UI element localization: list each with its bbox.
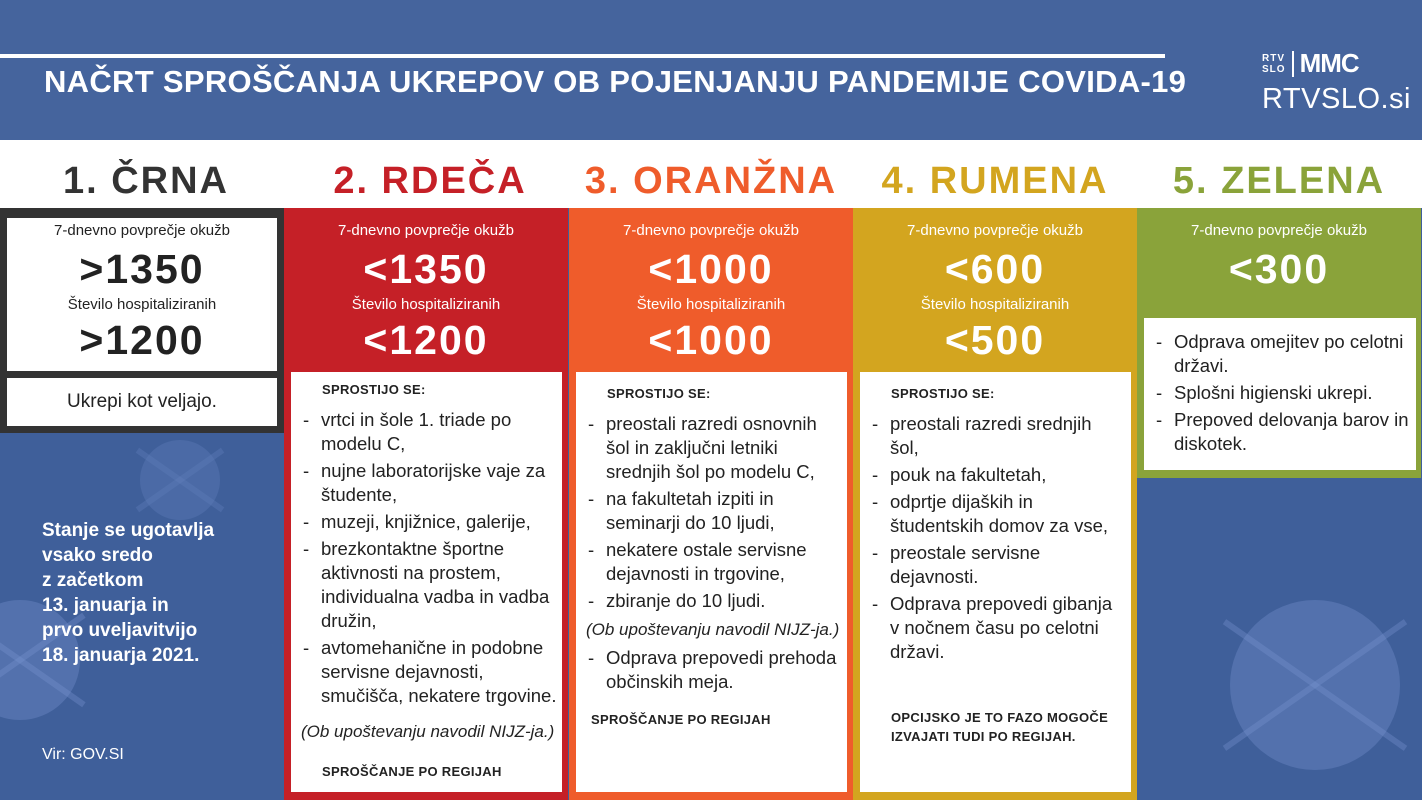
hospital-label: Število hospitaliziranih: [636, 296, 786, 313]
measures-list: [301, 408, 557, 711]
list-item: - muzeji, knjižnice, galerije,: [301, 510, 557, 534]
list-item: - odprtje dijaških in študentskih domov za vse,: [870, 490, 1120, 538]
measures-list-secondary: [586, 646, 844, 697]
level-title-yellow: 4. RUMENA: [881, 160, 1109, 202]
list-item: - Odprava prepovedi gibanja v nočnem času po celotni državi.: [870, 592, 1120, 664]
infections-value: <600: [944, 246, 1046, 292]
column-green: [1137, 208, 1421, 478]
header-divider: [0, 54, 1165, 58]
list-item: - preostali razredi srednjih šol,: [870, 412, 1120, 460]
green-measures-box: [1144, 318, 1416, 470]
logo-rtv-mark: RTV SLO: [1262, 52, 1286, 75]
black-measures: Ukrepi kot veljajo.: [7, 378, 277, 426]
nijz-note: (Ob upoštevanju navodil NIJZ-ja.): [586, 620, 840, 639]
hospital-value: <500: [944, 317, 1046, 363]
infections-value: <1350: [363, 246, 489, 292]
infections-label: 7-dnevno povprečje okužb: [338, 222, 514, 239]
yellow-measures-box: [860, 372, 1131, 792]
hospital-value: >1200: [79, 317, 205, 363]
column-black: [0, 208, 284, 433]
header: [0, 0, 1422, 140]
infections-value: <1000: [648, 246, 774, 292]
schedule-note: Stanje se ugotavlja vsako sredo z začetkom 13. januarja in prvo uveljavitvijo 18. januarja 2021.: [42, 520, 215, 666]
orange-measures-box: [576, 372, 847, 792]
list-item: - Odprava omejitev po celotni državi.: [1154, 330, 1409, 378]
list-item: - brezkontaktne športne aktivnosti na prostem, individualna vadba in vadba družin,: [301, 537, 557, 633]
level-title-green: 5. ZELENA: [1172, 160, 1386, 202]
measures-list: [870, 412, 1120, 667]
logo-mmc: MMC: [1299, 48, 1359, 78]
hospital-label: Število hospitaliziranih: [351, 296, 501, 313]
hospital-value: <1200: [363, 317, 489, 363]
infections-value: >1350: [79, 246, 205, 292]
level-title-red: 2. RDEČA: [333, 160, 527, 202]
column-yellow: [853, 208, 1137, 800]
black-metrics-box: [7, 218, 277, 371]
section-heading: SPROSTIJO SE:: [607, 386, 711, 401]
section-heading: SPROSTIJO SE:: [891, 386, 995, 401]
list-item: - nekatere ostale servisne dejavnosti in trgovine,: [586, 538, 844, 586]
section-heading: SPROSTIJO SE:: [322, 382, 426, 397]
regional-note: SPROŠČANJE PO REGIJAH: [591, 712, 771, 727]
infections-value: <300: [1228, 246, 1330, 292]
column-orange: [569, 208, 853, 800]
list-item: - avtomehanične in podobne servisne dejavnosti, smučišča, nekatere trgovine.: [301, 636, 557, 708]
list-item: - preostali razredi osnovnih šol in zaključni letniki srednjih šol po modelu C,: [586, 412, 844, 484]
infections-label: 7-dnevno povprečje okužb: [623, 222, 799, 239]
virus-icon: [140, 440, 220, 520]
red-measures-box: [291, 372, 562, 792]
measures-list: [586, 412, 844, 616]
virus-icon: [1230, 600, 1400, 770]
nijz-note: (Ob upoštevanju navodil NIJZ-ja.): [301, 722, 555, 741]
list-item: - Odprava prepovedi prehoda občinskih meja.: [586, 646, 844, 694]
infections-label: 7-dnevno povprečje okužb: [1191, 222, 1367, 239]
source-credit: Vir: GOV.SI: [42, 746, 124, 763]
page-title: NAČRT SPROŠČANJA UKREPOV OB POJENJANJU PANDEMIJE COVIDA-19: [44, 64, 1187, 99]
list-item: - vrtci in šole 1. triade po modelu C,: [301, 408, 557, 456]
hospital-value: <1000: [648, 317, 774, 363]
list-item: - preostale servisne dejavnosti.: [870, 541, 1120, 589]
logo-site: RTVSLO.si: [1262, 83, 1412, 115]
regional-note: SPROŠČANJE PO REGIJAH: [322, 764, 502, 779]
list-item: - Splošni higienski ukrepi.: [1154, 381, 1409, 405]
infections-label: 7-dnevno povprečje okužb: [54, 222, 230, 239]
list-item: - na fakultetah izpiti in seminarji do 10 ljudi,: [586, 487, 844, 535]
list-item: - pouk na fakultetah,: [870, 463, 1120, 487]
list-item: - nujne laboratorijske vaje za študente,: [301, 459, 557, 507]
list-item: - Prepoved delovanja barov in diskotek.: [1154, 408, 1409, 456]
hospital-label: Število hospitaliziranih: [920, 296, 1070, 313]
hospital-label: Število hospitaliziranih: [67, 296, 217, 313]
rtvslo-logo: [1262, 48, 1411, 116]
list-item: - zbiranje do 10 ljudi.: [586, 589, 844, 613]
regional-note: OPCIJSKO JE TO FAZO MOGOČE IZVAJATI TUDI PO REGIJAH.: [891, 710, 1109, 744]
measures-list: [1154, 330, 1409, 459]
column-red: [284, 208, 568, 800]
level-title-orange: 3. ORANŽNA: [584, 160, 838, 202]
infections-label: 7-dnevno povprečje okužb: [907, 222, 1083, 239]
level-title-black: 1. ČRNA: [62, 160, 230, 202]
